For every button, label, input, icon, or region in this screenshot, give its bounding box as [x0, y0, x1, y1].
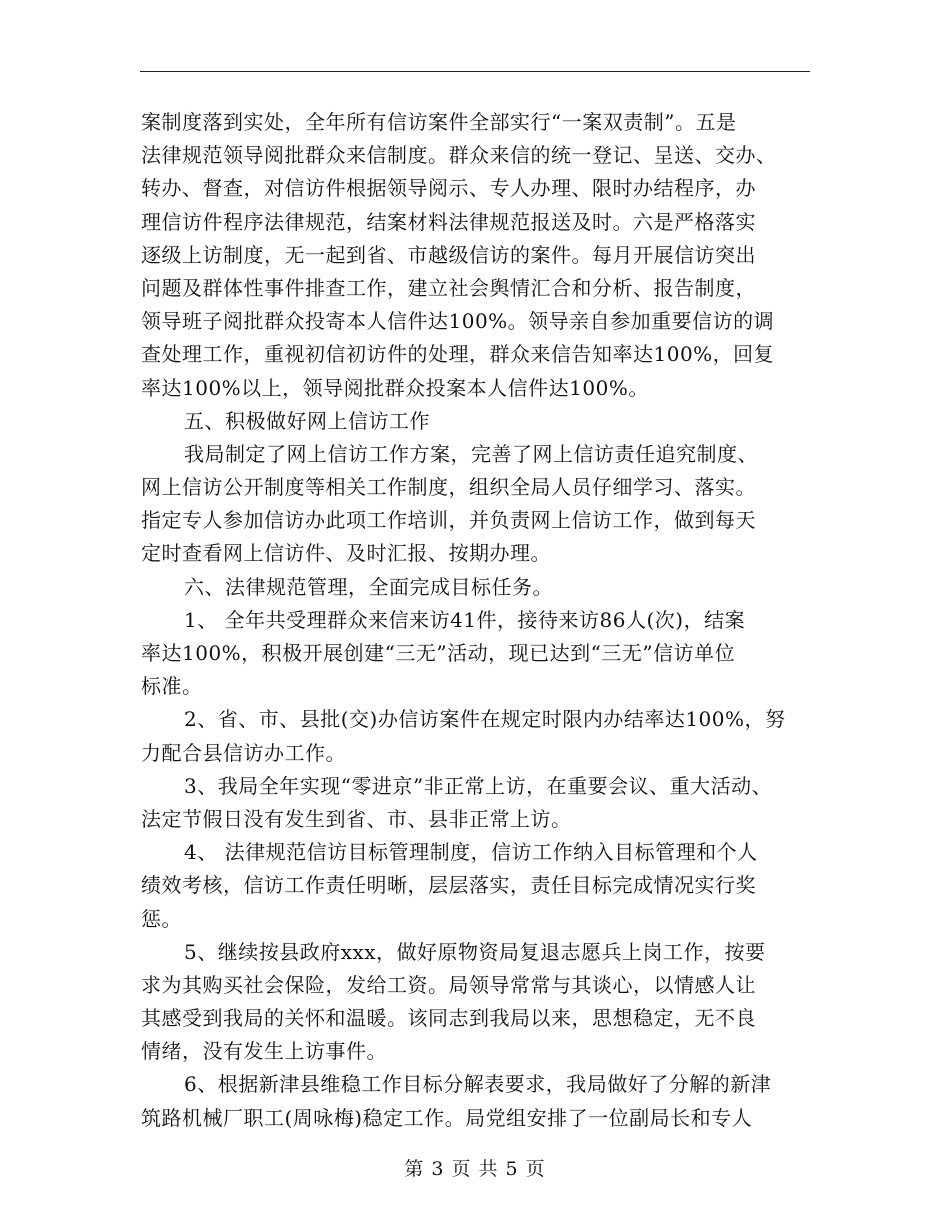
text-line: 领导班子阅批群众投寄本人信件达100%。领导亲自参加重要信访的调 [141, 309, 775, 334]
text-line: 五、积极做好网上信访工作 [184, 408, 430, 433]
text-line: 转办、督查，对信访件根据领导阅示、专人办理、限时办结程序，办 [141, 176, 756, 201]
text-line: 筑路机械厂职工(周咏梅)稳定工作。局党组安排了一位副局长和专人 [141, 1105, 753, 1130]
text-line: 案制度落到实处，全年所有信访案件全部实行“一案双责制”。五是 [141, 110, 737, 134]
text-line: 逐级上访制度，无一起到省、市越级信访的案件。每月开展信访突出 [141, 242, 756, 267]
text-line: 网上信访公开制度等相关工作制度，组织全局人员仔细学习、落实。 [141, 475, 756, 500]
text-line: 力配合县信访办工作。 [141, 740, 346, 765]
text-line: 1、 全年共受理群众来信来访41件，接待来访86人(次)，结案 [184, 607, 746, 632]
text-line: 求为其购买社会保险，发给工资。局领导常常与其谈心，以情感人让 [141, 972, 756, 997]
text-line: 法律规范领导阅批群众来信制度。群众来信的统一登记、呈送、交办、 [141, 143, 777, 168]
text-line: 问题及群体性事件排查工作，建立社会舆情汇合和分析、报告制度， [141, 275, 756, 300]
text-line: 法定节假日没有发生到省、市、县非正常上访。 [141, 806, 572, 831]
text-line: 率达100%以上，领导阅批群众投案本人信件达100%。 [141, 375, 649, 400]
document-body [141, 106, 816, 1135]
text-line: 查处理工作，重视初信初访件的处理，群众来信告知率达100%，回复 [141, 342, 775, 367]
header-rule [140, 71, 810, 72]
text-line: 惩。 [141, 906, 182, 931]
page-footer: 第 3 页 共 5 页 [404, 1158, 546, 1180]
text-line: 6、根据新津县维稳工作目标分解表要求，我局做好了分解的新津 [184, 1072, 772, 1097]
text-line: 5、继续按县政府xxx，做好原物资局复退志愿兵上岗工作，按要 [184, 939, 766, 964]
text-line: 指定专人参加信访办此项工作培训，并负责网上信访工作，做到每天 [141, 508, 756, 533]
text-line: 率达100%，积极开展创建“三无”活动，现已达到“三无”信访单位 [141, 641, 736, 665]
text-line: 4、 法律规范信访目标管理制度，信访工作纳入目标管理和个人 [184, 840, 758, 865]
text-line: 3、我局全年实现“零进京”非正常上访，在重要会议、重大活动、 [184, 773, 773, 798]
text-line: 定时查看网上信访件、及时汇报、按期办理。 [141, 541, 551, 566]
text-line: 我局制定了网上信访工作方案，完善了网上信访责任追究制度、 [184, 441, 758, 466]
text-line: 2、省、市、县批(交)办信访案件在规定时限内办结率达100%，努 [184, 707, 786, 732]
text-line: 理信访件程序法律规范，结案材料法律规范报送及时。六是严格落实 [141, 209, 756, 234]
text-line: 绩效考核，信访工作责任明晰，层层落实，责任目标完成情况实行奖 [141, 873, 756, 898]
text-line: 情绪，没有发生上访事件。 [141, 1039, 387, 1064]
text-line: 六、法律规范管理，全面完成目标任务。 [184, 574, 553, 599]
text-line: 标准。 [141, 674, 203, 699]
text-line: 其感受到我局的关怀和温暖。该同志到我局以来，思想稳定，无不良 [141, 1006, 756, 1031]
